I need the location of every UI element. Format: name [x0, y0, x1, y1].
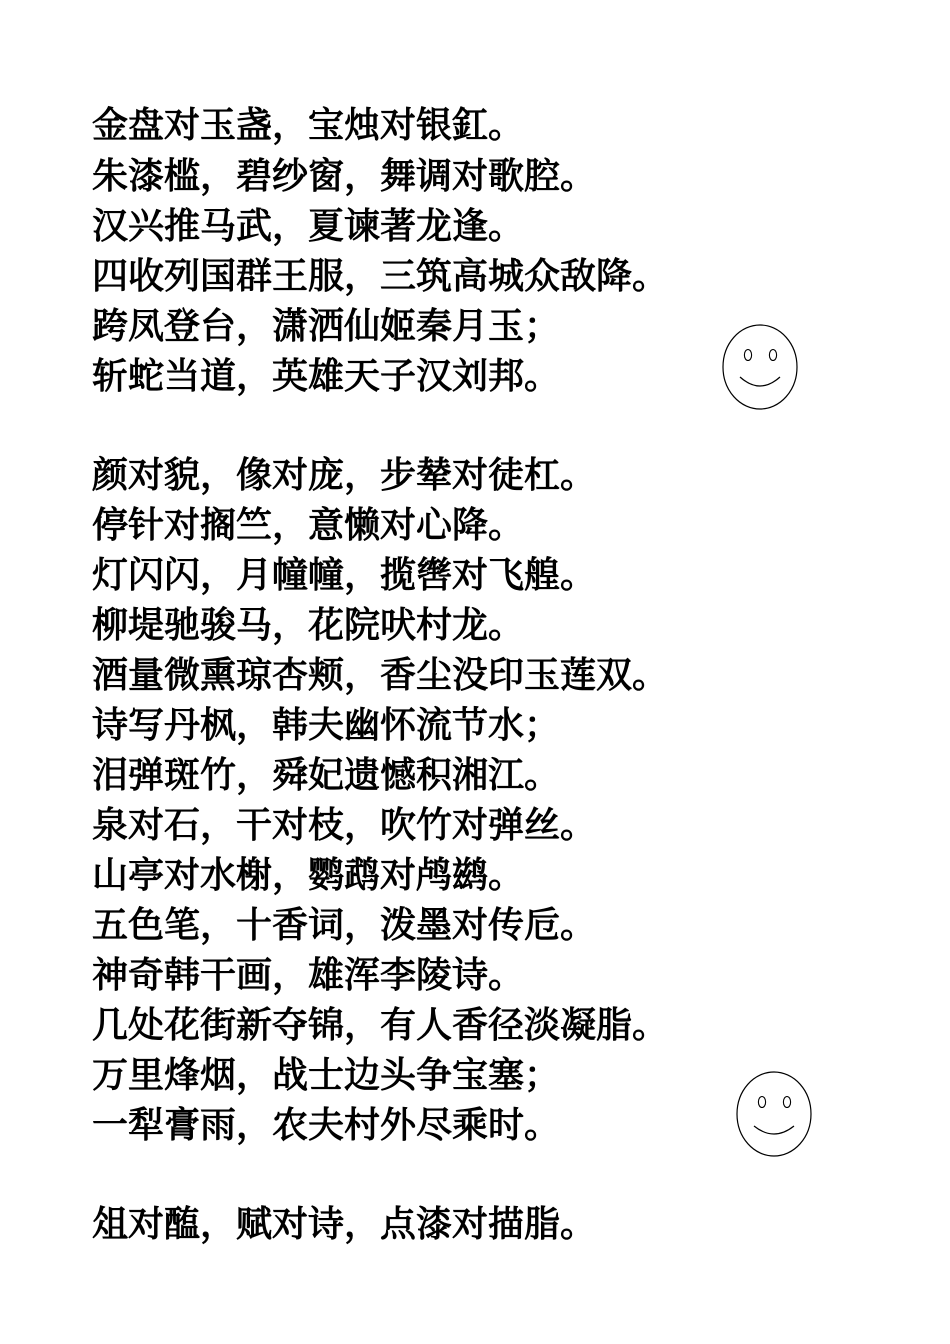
poem-line: 金盘对玉盏，宝烛对银釭。 — [92, 104, 525, 146]
poem-line: 朱漆槛，碧纱窗，舞调对歌腔。 — [92, 155, 597, 197]
poem-line: 斩蛇当道，英雄天子汉刘邦。 — [92, 355, 561, 397]
poem-line: 跨凤登台，潇洒仙姬秦月玉； — [92, 305, 561, 347]
poem-line: 汉兴推马武，夏谏著龙逢。 — [92, 205, 525, 247]
poem-line: 几处花街新夺锦，有人香径淡凝脂。 — [92, 1004, 669, 1046]
poem-line: 万里烽烟，战士边头争宝塞； — [92, 1054, 561, 1096]
poem-line: 山亭对水榭，鹦鹉对鸬鹚。 — [92, 854, 525, 896]
poem-line: 俎对醢，赋对诗，点漆对描脂。 — [92, 1203, 597, 1245]
smiley-face-icon — [736, 1070, 814, 1158]
poem-line: 神奇韩干画，雄浑李陵诗。 — [92, 954, 525, 996]
smiley-face-icon — [722, 323, 800, 411]
poem-line: 停针对搁竺，意懒对心降。 — [92, 504, 525, 546]
poem-line: 诗写丹枫，韩夫幽怀流节水； — [92, 704, 561, 746]
poem-line: 五色笔，十香词，泼墨对传卮。 — [92, 904, 597, 946]
poem-line: 泉对石，干对枝，吹竹对弹丝。 — [92, 804, 597, 846]
poem-line: 颜对貌，像对庞，步辇对徒杠。 — [92, 454, 597, 496]
poem-line: 泪弹斑竹，舜妃遗憾积湘江。 — [92, 754, 561, 796]
poem-line: 一犁膏雨，农夫村外尽乘时。 — [92, 1104, 561, 1146]
poem-line: 柳堤驰骏马，花院吠村龙。 — [92, 604, 525, 646]
poem-line: 四收列国群王服，三筑高城众敌降。 — [92, 255, 669, 297]
poem-line: 灯闪闪，月幢幢，揽辔对飞艎。 — [92, 554, 597, 596]
poem-line: 酒量微熏琼杏颊，香尘没印玉莲双。 — [92, 654, 669, 696]
